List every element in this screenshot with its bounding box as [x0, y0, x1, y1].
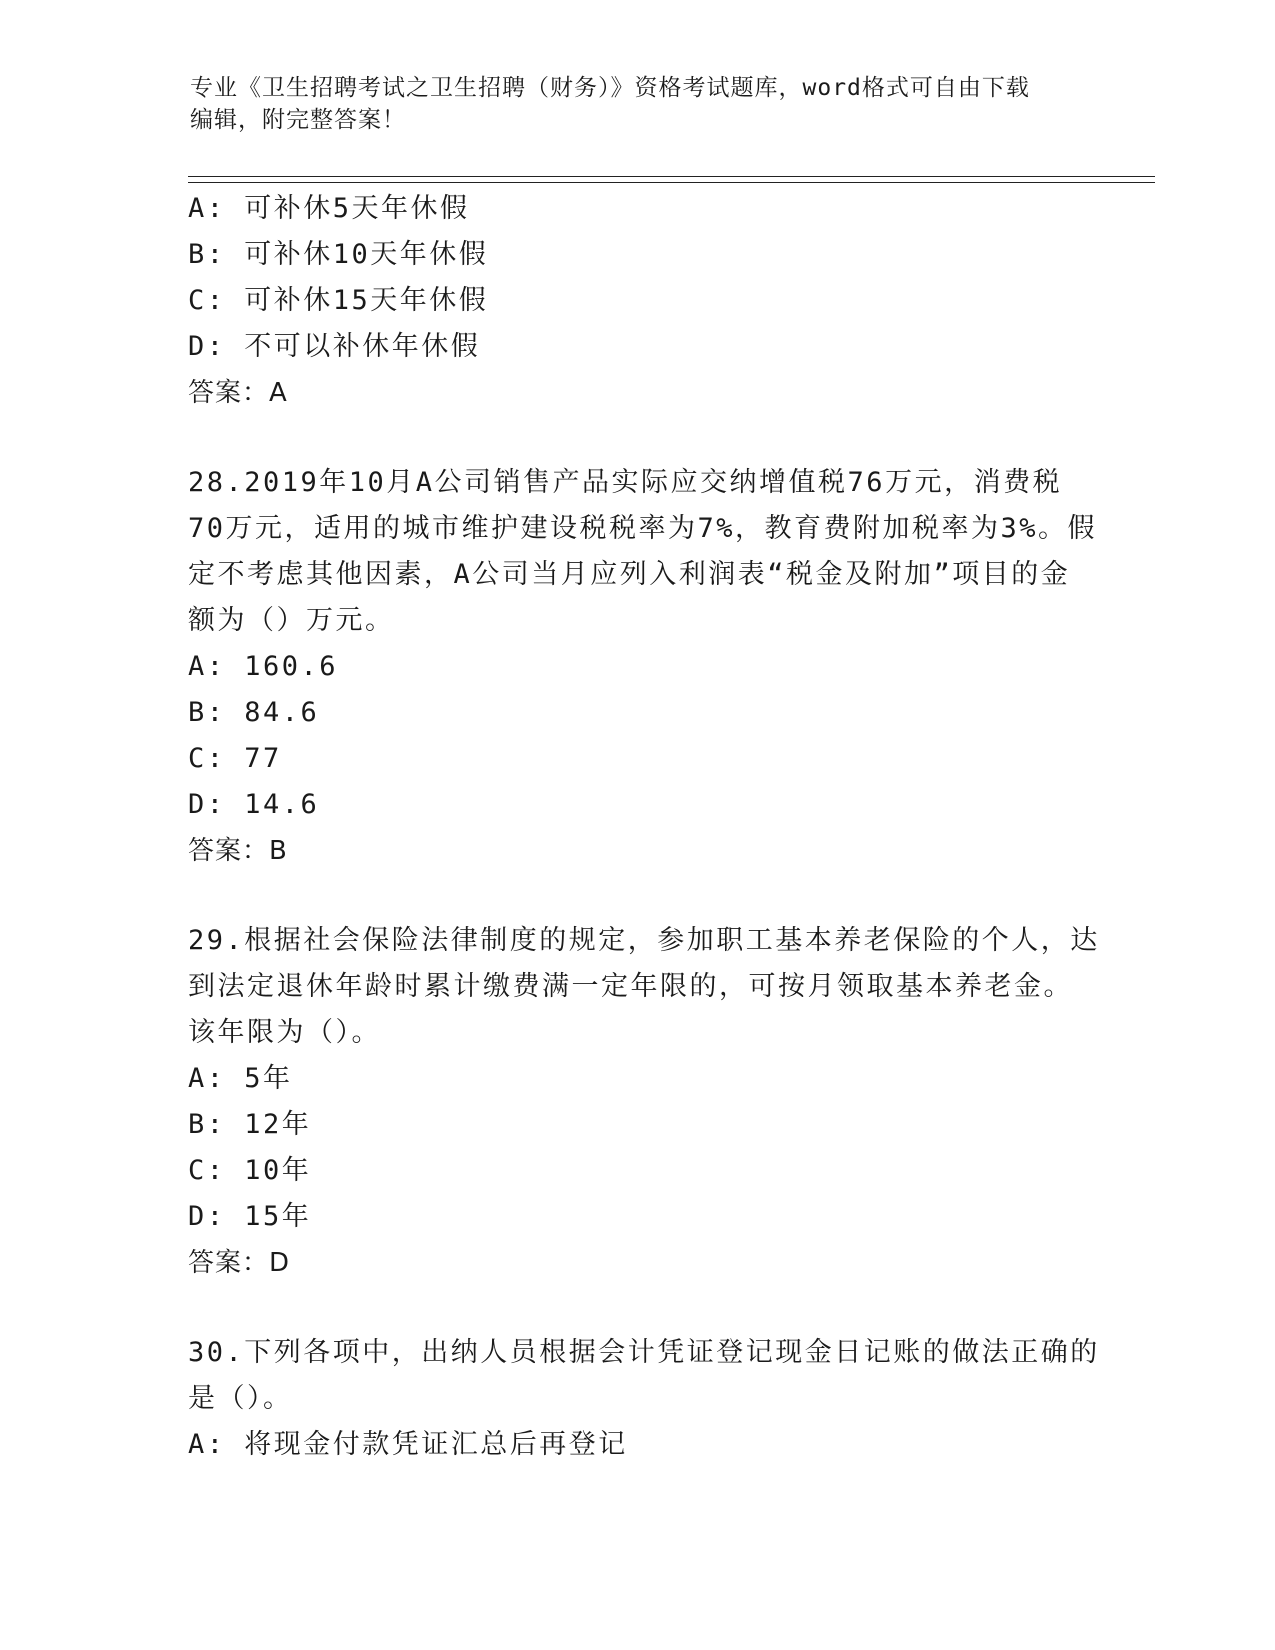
- header-divider-top: [188, 176, 1155, 177]
- question-list: [188, 186, 1100, 1468]
- option-a: A: 可补休5天年休假: [188, 193, 470, 224]
- question-28: [188, 460, 1098, 874]
- question-text-line: 70万元，适用的城市维护建设税税率为7%，教育费附加税率为3%。假: [188, 513, 1098, 544]
- option-d: D: 15年: [188, 1201, 312, 1232]
- header-line-2: 编辑，附完整答案！: [190, 107, 406, 133]
- question-text-line: 30.下列各项中，出纳人员根据会计凭证登记现金日记账的做法正确的: [188, 1337, 1100, 1368]
- option-a: A: 将现金付款凭证汇总后再登记: [188, 1429, 628, 1460]
- question-text-line: 到法定退休年龄时累计缴费满一定年限的，可按月领取基本养老金。: [188, 971, 1073, 1002]
- question-30: [188, 1330, 1100, 1468]
- option-c: C: 可补休15天年休假: [188, 285, 489, 316]
- question-text-line: 28.2019年10月A公司销售产品实际应交纳增值税76万元，消费税: [188, 467, 1063, 498]
- option-d: D: 不可以补休年休假: [188, 331, 481, 362]
- document-header: [190, 72, 1070, 136]
- question-29: [188, 918, 1100, 1286]
- question-27: [188, 186, 1088, 416]
- option-c: C: 77: [188, 743, 282, 774]
- option-a: A: 5年: [188, 1063, 293, 1094]
- question-text-line: 定不考虑其他因素，A公司当月应列入利润表“税金及附加”项目的金: [188, 559, 1071, 590]
- option-a: A: 160.6: [188, 651, 339, 682]
- question-text-line: 该年限为（）。: [188, 1017, 381, 1048]
- answer: 答案：B: [188, 836, 288, 866]
- option-b: B: 12年: [188, 1109, 312, 1140]
- answer: 答案：D: [188, 1248, 291, 1278]
- question-text-line: 29.根据社会保险法律制度的规定，参加职工基本养老保险的个人，达: [188, 925, 1100, 956]
- option-d: D: 14.6: [188, 789, 320, 820]
- answer: 答案：A: [188, 378, 288, 408]
- option-b: B: 可补休10天年休假: [188, 239, 489, 270]
- question-text-line: 是（）。: [188, 1383, 293, 1414]
- header-line-1: 专业《卫生招聘考试之卫生招聘（财务）》资格考试题库，word格式可自由下载: [190, 75, 1030, 101]
- header-divider-bottom: [188, 182, 1155, 183]
- question-text-line: 额为（）万元。: [188, 605, 395, 636]
- option-b: B: 84.6: [188, 697, 320, 728]
- option-c: C: 10年: [188, 1155, 312, 1186]
